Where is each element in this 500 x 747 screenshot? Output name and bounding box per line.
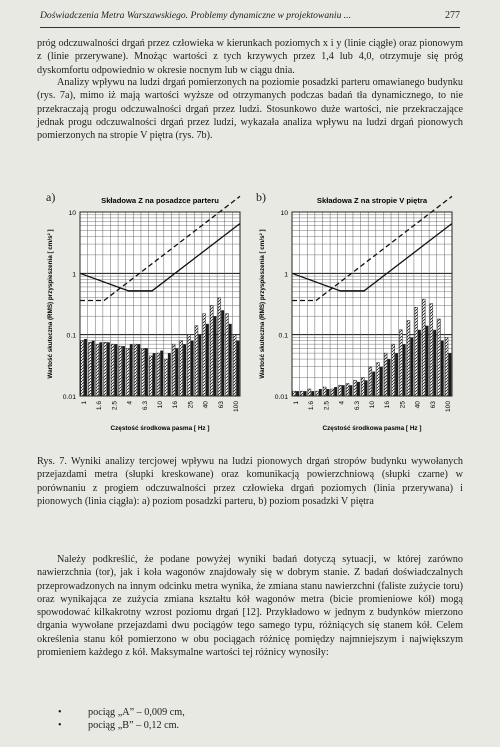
x-tick-label: 6.3 <box>141 401 149 411</box>
bar-metro <box>392 344 395 396</box>
bar-metro <box>187 335 190 396</box>
bar-surface <box>214 316 217 396</box>
figure-caption: Rys. 7. Wyniki analizy tercjowej wpływu na ludzi pionowych drgań stropów budynku wywołanych przejazdami metra (słupki kreskowane) oraz komunikacją powierzchniową (słupki czarne) w porównaniu z progiem odczuwalności przez człowieka drgań poziomych (linia przerywana) i pionowych (linia ciągła): a) poziom posadzki parteru, b) poziom posadzki V piętra <box>37 456 463 507</box>
bar-surface <box>349 385 352 396</box>
x-tick-label: 4 <box>338 401 346 405</box>
bar-metro <box>377 363 380 396</box>
x-tick-label: 10 <box>157 401 164 409</box>
x-tick-label: 63 <box>429 401 437 409</box>
y-tick-label: 10 <box>280 210 288 217</box>
bar-surface <box>410 337 413 396</box>
bar-metro <box>111 344 114 396</box>
bar-metro <box>210 305 213 396</box>
paragraph-2: Analizy wpływu na ludzi drgań pomierzonych na poziomie posadzki parteru omawianego budynku (rys. 7a), mimo iż mają wartości wyższe od otrzymanych podczas badań tła dynamicznego, to nie przekraczają progu odczuwalności drgań przez ludzi. Stosunkowo duże wartości, nie przekraczające jednak progu odczuwalności drgań przez ludzi, wykazała analiza wpływu na ludzi drgań pionowych pomierzonych na stropie V piętra (rys. 7b). <box>37 77 463 142</box>
bar-surface <box>137 344 140 396</box>
bar-metro <box>126 348 129 396</box>
x-tick-label: 16 <box>384 401 392 409</box>
bar-surface <box>160 351 163 396</box>
bullet-item-b: • pociąg „B” – 0,12 cm. <box>58 719 185 732</box>
bar-metro <box>165 359 168 396</box>
bar-metro <box>300 391 303 396</box>
bar-metro <box>331 389 334 396</box>
running-header-title: Doświadczenia Metra Warszawskiego. Problemy dynamiczne w projektowaniu ... <box>40 10 351 21</box>
bar-metro <box>430 304 433 396</box>
bar-surface <box>168 353 171 396</box>
bar-surface <box>387 359 390 396</box>
bar-surface <box>311 391 314 396</box>
bar-metro <box>346 383 349 396</box>
bar-surface <box>175 348 178 396</box>
x-tick-label: 1 <box>292 401 300 405</box>
bar-metro <box>422 299 425 396</box>
x-tick-label: 1.6 <box>96 401 104 411</box>
bar-metro <box>218 298 221 396</box>
x-tick-label: 100 <box>445 401 453 413</box>
x-tick-label: 6.3 <box>353 401 361 411</box>
page-number: 277 <box>445 10 460 21</box>
panel-label-b: b) <box>256 190 266 204</box>
bar-surface <box>198 335 201 396</box>
bar-metro <box>308 389 311 396</box>
y-tick-label: 0.01 <box>274 394 288 401</box>
bar-surface <box>426 326 429 396</box>
bar-surface <box>441 341 444 396</box>
bar-surface <box>122 346 125 396</box>
x-tick-label: 16 <box>172 401 180 409</box>
bar-surface <box>145 348 148 396</box>
paragraph-3: Należy podkreślić, że podane powyżej wyniki badań dotyczą sytuacji, w której zarówno nawierzchnia (tor), jak i koła wagonów znajdowały się w dobrym stanie. Z badań doświadczalnych przeprowadzonych na innym odcinku metra wynika, że zmiana stanu nawierzchni (faliste zużycie toru) oraz wynikająca ze zużycia zmiana kształtu kół wagonów metra (bicie promieniowe kół) mogą spowodować kilkakrotny wzrost poziomu drgań [12]. Przykładowo w jednym z budynków mierzono drgania wywołane przejazdami dwu pociągów tego samego typu, różniących się stanem kół. Celem określenia stanu kół pomierzono w obu pociągach różnicę pomiędzy najmniejszym i największym promieniem każdego z kół. Maksymalne wartości tej różnicy wynosiły: <box>37 554 463 659</box>
panel-label-a: a) <box>46 190 56 204</box>
y-axis-label: Wartość skuteczna (RMS) przyspieszenia [ cm/s² ] <box>47 229 54 379</box>
bar-metro <box>399 330 402 396</box>
bar-metro <box>316 391 319 396</box>
bar-surface <box>448 353 451 396</box>
header-rule <box>40 27 460 28</box>
bullet-list <box>58 706 185 733</box>
bar-metro <box>81 341 84 396</box>
x-tick-label: 1.6 <box>308 401 316 411</box>
bar-metro <box>293 391 296 396</box>
bar-metro <box>134 344 137 396</box>
bar-metro <box>172 344 175 396</box>
bar-surface <box>304 391 307 396</box>
bar-surface <box>236 341 239 396</box>
chart-a <box>40 192 248 442</box>
bullet-item-a: • pociąg „A” – 0,009 cm, <box>58 706 185 719</box>
bar-metro <box>149 356 152 396</box>
bar-metro <box>323 387 326 396</box>
x-tick-label: 40 <box>414 401 422 409</box>
bar-surface <box>395 353 398 396</box>
bar-surface <box>327 389 330 396</box>
bar-metro <box>119 346 122 396</box>
bar-surface <box>84 339 87 396</box>
bar-metro <box>233 335 236 396</box>
bar-surface <box>357 382 360 396</box>
x-tick-label: 63 <box>217 401 225 409</box>
bar-surface <box>130 344 133 396</box>
bar-surface <box>418 330 421 396</box>
bar-metro <box>445 337 448 396</box>
bar-metro <box>415 307 418 396</box>
bar-surface <box>229 324 232 396</box>
bar-metro <box>438 319 441 396</box>
chart-b <box>252 192 460 442</box>
chart-title: Składowa Z na posadzce parteru <box>101 196 219 205</box>
bar-surface <box>319 389 322 396</box>
bar-surface <box>206 324 209 396</box>
bar-surface <box>183 344 186 396</box>
bar-metro <box>203 314 206 396</box>
paragraph-1: próg odczuwalności drgań przez człowieka w kierunkach poziomych x i y (linie ciągłe) oraz pionowym z (linie przerywane). Mnożąc wartości z tych krzywych przez 1,4 lub 4,0, otrzymuje się próg dyskomfortu odpowiednio w okresie nocnym lub w ciągu dnia. <box>37 38 463 76</box>
bar-surface <box>365 380 368 396</box>
bar-metro <box>354 380 357 396</box>
bar-surface <box>99 342 102 396</box>
bar-surface <box>342 385 345 396</box>
bar-surface <box>191 341 194 396</box>
bar-surface <box>107 342 110 396</box>
x-axis-label: Częstość środkowa pasma [ Hz ] <box>110 425 210 432</box>
bar-metro <box>142 348 145 396</box>
y-tick-label: 0.1 <box>66 332 76 340</box>
bar-metro <box>338 385 341 396</box>
x-axis-label: Częstość środkowa pasma [ Hz ] <box>322 425 422 432</box>
bar-metro <box>384 353 387 396</box>
bar-surface <box>115 344 118 396</box>
bar-surface <box>153 353 156 396</box>
x-tick-label: 2.5 <box>111 401 119 411</box>
y-tick-label: 1 <box>72 271 76 279</box>
bar-surface <box>334 387 337 396</box>
bar-surface <box>92 341 95 396</box>
bar-surface <box>372 372 375 396</box>
chart-title: Składowa Z na stropie V piętra <box>316 196 428 205</box>
y-tick-label: 10 <box>68 210 76 217</box>
x-tick-label: 2.5 <box>323 401 331 411</box>
y-tick-label: 0.1 <box>278 332 288 340</box>
bar-metro <box>195 326 198 396</box>
bar-metro <box>96 344 99 396</box>
x-tick-label: 25 <box>399 401 407 409</box>
bar-surface <box>380 367 383 396</box>
bar-metro <box>407 321 410 396</box>
x-tick-label: 1 <box>80 401 88 405</box>
x-tick-label: 40 <box>202 401 210 409</box>
bar-surface <box>433 330 436 396</box>
bar-surface <box>296 391 299 396</box>
bar-metro <box>226 314 229 396</box>
running-header <box>40 10 460 26</box>
bar-surface <box>403 344 406 396</box>
x-tick-label: 100 <box>233 401 241 413</box>
x-tick-label: 25 <box>187 401 195 409</box>
bar-metro <box>369 367 372 396</box>
y-tick-label: 0.01 <box>62 394 76 401</box>
bar-metro <box>88 342 91 396</box>
x-tick-label: 10 <box>369 401 376 409</box>
bar-metro <box>180 341 183 396</box>
bar-surface <box>221 310 224 396</box>
y-tick-label: 1 <box>284 271 288 279</box>
bar-metro <box>361 378 364 396</box>
x-tick-label: 4 <box>126 401 134 405</box>
y-axis-label: Wartość skuteczna (RMS) przyspieszenia [ cm/s² ] <box>259 229 266 379</box>
bar-metro <box>157 353 160 396</box>
bar-metro <box>104 342 107 396</box>
